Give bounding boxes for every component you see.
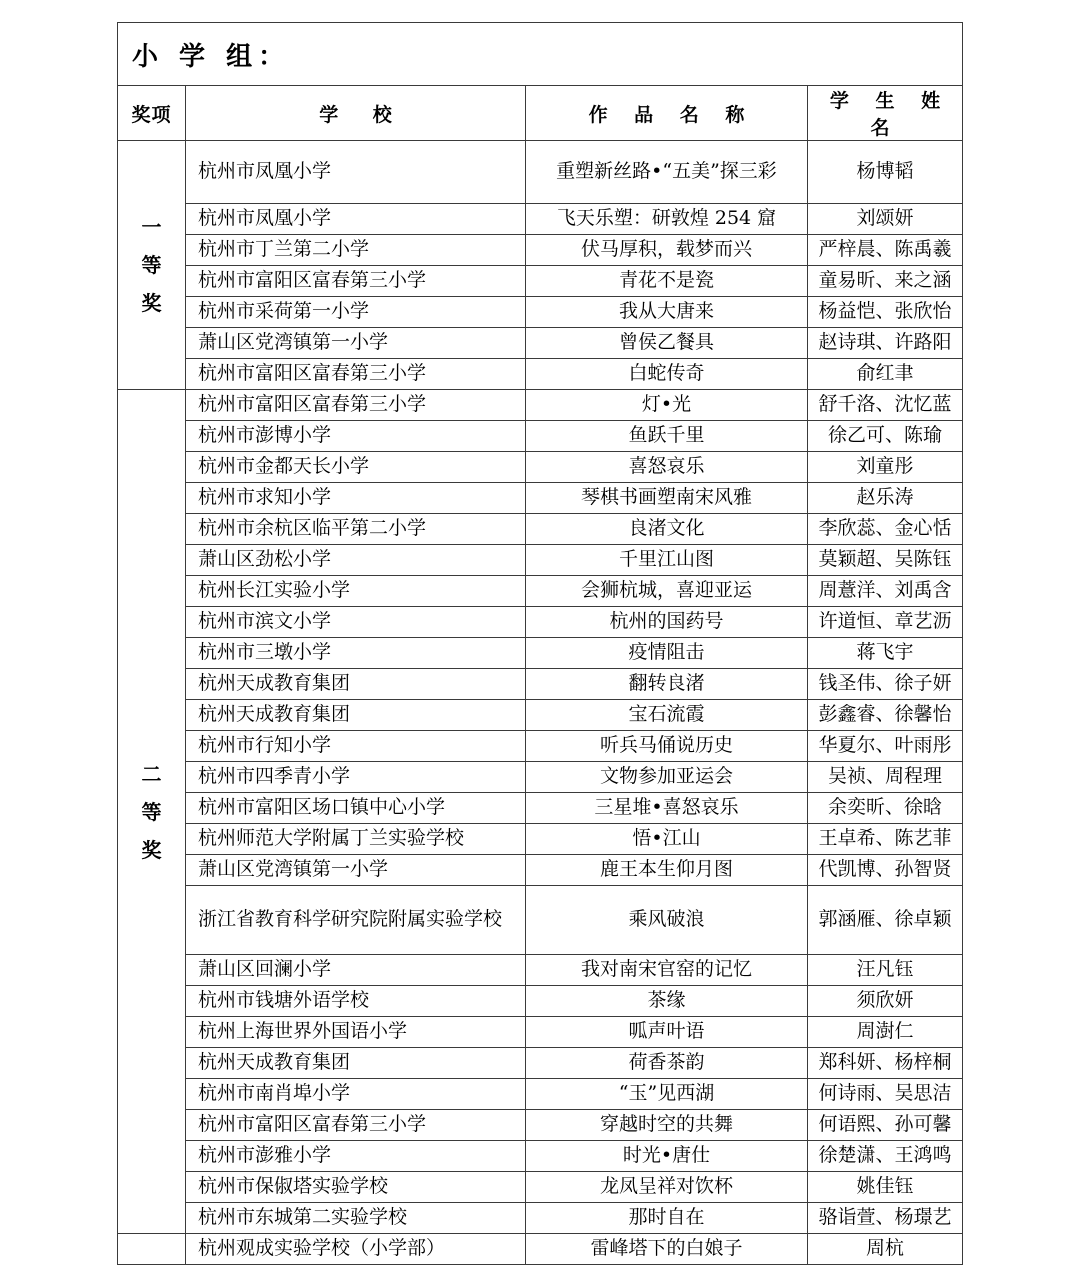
student-name: 严梓晨、陈禹羲 [808, 235, 963, 266]
school-name: 杭州市钱塘外语学校 [186, 986, 526, 1017]
school-name: 杭州市行知小学 [186, 731, 526, 762]
student-name: 许道恒、章艺沥 [808, 607, 963, 638]
table-row [118, 731, 963, 762]
work-title: 茶缘 [526, 986, 808, 1017]
table-row [118, 359, 963, 390]
school-name: 杭州市凤凰小学 [186, 141, 526, 204]
award-level-cell [118, 1234, 186, 1265]
column-header-school: 学 校 [186, 86, 526, 141]
school-name: 杭州市余杭区临平第二小学 [186, 514, 526, 545]
school-name: 杭州师范大学附属丁兰实验学校 [186, 824, 526, 855]
school-name: 杭州市求知小学 [186, 483, 526, 514]
work-title: 时光•唐仕 [526, 1141, 808, 1172]
school-name: 杭州市金都天长小学 [186, 452, 526, 483]
student-name: 徐楚潇、王鸿鸣 [808, 1141, 963, 1172]
work-title: 悟•江山 [526, 824, 808, 855]
student-name: 骆诣萱、杨璟艺 [808, 1203, 963, 1234]
student-name: 蒋飞宇 [808, 638, 963, 669]
work-title: 翻转良渚 [526, 669, 808, 700]
school-name: 杭州市澎雅小学 [186, 1141, 526, 1172]
school-name: 杭州市滨文小学 [186, 607, 526, 638]
student-name: 余奕昕、徐晗 [808, 793, 963, 824]
school-name: 杭州市三墩小学 [186, 638, 526, 669]
work-title: 伏马厚积，载梦而兴 [526, 235, 808, 266]
student-name: 赵诗琪、许路阳 [808, 328, 963, 359]
table-row [118, 638, 963, 669]
page-title: 小 学 组： [132, 41, 291, 72]
student-name: 华夏尔、叶雨彤 [808, 731, 963, 762]
school-name: 杭州上海世界外国语小学 [186, 1017, 526, 1048]
student-name: 童易昕、来之涵 [808, 266, 963, 297]
work-title: 灯•光 [526, 390, 808, 421]
column-header-student: 学 生 姓 名 [808, 86, 963, 141]
work-title: 杭州的国药号 [526, 607, 808, 638]
student-name: 莫颖超、吴陈钰 [808, 545, 963, 576]
work-title: 鱼跃千里 [526, 421, 808, 452]
award-level-char: 奖 [141, 837, 162, 862]
award-level-char: 奖 [141, 291, 162, 315]
student-name: 姚佳钰 [808, 1172, 963, 1203]
student-name: 杨博韬 [808, 141, 963, 204]
work-title: 宝石流霞 [526, 700, 808, 731]
work-title: “玉”见西湖 [526, 1079, 808, 1110]
table-body [118, 23, 963, 1265]
work-title: 白蛇传奇 [526, 359, 808, 390]
work-title: 会狮杭城，喜迎亚运 [526, 576, 808, 607]
school-name: 杭州市富阳区场口镇中心小学 [186, 793, 526, 824]
table-row [118, 1203, 963, 1234]
table-row [118, 955, 963, 986]
table-row [118, 1110, 963, 1141]
student-name: 刘颂妍 [808, 204, 963, 235]
work-title: 呱声叶语 [526, 1017, 808, 1048]
table-row [118, 1048, 963, 1079]
table-row [118, 1079, 963, 1110]
school-name: 杭州市东城第二实验学校 [186, 1203, 526, 1234]
header-row [118, 86, 963, 141]
column-header-award: 奖项 [118, 86, 186, 141]
work-title: 千里江山图 [526, 545, 808, 576]
table-row [118, 421, 963, 452]
award-level-cell [118, 390, 186, 1234]
table-row [118, 545, 963, 576]
work-title: 喜怒哀乐 [526, 452, 808, 483]
student-name: 郑科妍、杨梓桐 [808, 1048, 963, 1079]
work-title: 曾侯乙餐具 [526, 328, 808, 359]
student-name: 代凯博、孙智贤 [808, 855, 963, 886]
school-name: 杭州市富阳区富春第三小学 [186, 1110, 526, 1141]
award-level-char: 等 [141, 799, 162, 824]
student-name: 何诗雨、吴思洁 [808, 1079, 963, 1110]
table-row [118, 607, 963, 638]
work-title: 听兵马俑说历史 [526, 731, 808, 762]
school-name: 杭州市南肖埠小学 [186, 1079, 526, 1110]
award-level-label [118, 755, 185, 869]
school-name: 萧山区回澜小学 [186, 955, 526, 986]
student-name: 何语熙、孙可馨 [808, 1110, 963, 1141]
school-name: 杭州市丁兰第二小学 [186, 235, 526, 266]
work-title: 青花不是瓷 [526, 266, 808, 297]
work-title: 雷峰塔下的白娘子 [526, 1234, 808, 1265]
work-title: 我对南宋官窑的记忆 [526, 955, 808, 986]
table-row [118, 1172, 963, 1203]
student-name: 舒千洛、沈忆蓝 [808, 390, 963, 421]
work-title: 重塑新丝路•“五美”探三彩 [526, 141, 808, 204]
school-name: 杭州市富阳区富春第三小学 [186, 390, 526, 421]
work-title: 荷香茶韵 [526, 1048, 808, 1079]
table-row [118, 986, 963, 1017]
table-row [118, 328, 963, 359]
work-title: 那时自在 [526, 1203, 808, 1234]
work-title: 文物参加亚运会 [526, 762, 808, 793]
work-title: 琴棋书画塑南宋风雅 [526, 483, 808, 514]
work-title: 我从大唐来 [526, 297, 808, 328]
student-name: 吴祯、周程理 [808, 762, 963, 793]
school-name: 杭州天成教育集团 [186, 669, 526, 700]
work-title: 穿越时空的共舞 [526, 1110, 808, 1141]
table-row [118, 141, 963, 204]
school-name: 杭州市富阳区富春第三小学 [186, 266, 526, 297]
student-name: 郭涵雁、徐卓颖 [808, 886, 963, 955]
school-name: 杭州天成教育集团 [186, 1048, 526, 1079]
student-name: 杨益恺、张欣怡 [808, 297, 963, 328]
school-name: 杭州天成教育集团 [186, 700, 526, 731]
table-row [118, 700, 963, 731]
student-name: 彭鑫睿、徐馨怡 [808, 700, 963, 731]
award-level-char: 等 [141, 253, 162, 277]
table-row [118, 452, 963, 483]
table-row [118, 669, 963, 700]
student-name: 周澍仁 [808, 1017, 963, 1048]
table-row [118, 483, 963, 514]
table-row [118, 576, 963, 607]
award-level-label [118, 208, 185, 322]
student-name: 徐乙可、陈瑜 [808, 421, 963, 452]
table-row [118, 1234, 963, 1265]
school-name: 萧山区党湾镇第一小学 [186, 855, 526, 886]
work-title: 疫情阻击 [526, 638, 808, 669]
award-level-char: 二 [141, 761, 162, 786]
student-name: 李欣蕊、金心恬 [808, 514, 963, 545]
table-row [118, 235, 963, 266]
work-title: 良渚文化 [526, 514, 808, 545]
school-name: 萧山区劲松小学 [186, 545, 526, 576]
column-header-work: 作 品 名 称 [526, 86, 808, 141]
work-title: 鹿王本生仰月图 [526, 855, 808, 886]
table-row [118, 204, 963, 235]
award-level-cell [118, 141, 186, 390]
work-title: 龙凤呈祥对饮杯 [526, 1172, 808, 1203]
table-row [118, 762, 963, 793]
student-name: 俞红聿 [808, 359, 963, 390]
school-name: 杭州市凤凰小学 [186, 204, 526, 235]
table-row [118, 1141, 963, 1172]
student-name: 钱圣伟、徐子妍 [808, 669, 963, 700]
student-name: 周杭 [808, 1234, 963, 1265]
table-row [118, 266, 963, 297]
student-name: 汪凡钰 [808, 955, 963, 986]
table-row [118, 390, 963, 421]
student-name: 刘童彤 [808, 452, 963, 483]
table-row [118, 297, 963, 328]
school-name: 杭州长江实验小学 [186, 576, 526, 607]
school-name: 杭州市保俶塔实验学校 [186, 1172, 526, 1203]
school-name: 萧山区党湾镇第一小学 [186, 328, 526, 359]
table-row [118, 824, 963, 855]
student-name: 赵乐涛 [808, 483, 963, 514]
student-name: 须欣妍 [808, 986, 963, 1017]
work-title: 乘风破浪 [526, 886, 808, 955]
school-name: 杭州观成实验学校（小学部） [186, 1234, 526, 1265]
page-title-cell [118, 23, 963, 86]
table-row [118, 514, 963, 545]
school-name: 杭州市四季青小学 [186, 762, 526, 793]
title-row [118, 23, 963, 86]
school-name: 杭州市采荷第一小学 [186, 297, 526, 328]
student-name: 王卓希、陈艺菲 [808, 824, 963, 855]
student-name: 周薏洋、刘禹含 [808, 576, 963, 607]
school-name: 浙江省教育科学研究院附属实验学校 [186, 886, 526, 955]
award-level-char: 一 [141, 215, 162, 239]
school-name: 杭州市澎博小学 [186, 421, 526, 452]
table-row [118, 855, 963, 886]
work-title: 三星堆•喜怒哀乐 [526, 793, 808, 824]
school-name: 杭州市富阳区富春第三小学 [186, 359, 526, 390]
work-title: 飞天乐塑：研敦煌 254 窟 [526, 204, 808, 235]
table-row [118, 1017, 963, 1048]
award-list-table [117, 22, 963, 1265]
table-row [118, 886, 963, 955]
table-row [118, 793, 963, 824]
